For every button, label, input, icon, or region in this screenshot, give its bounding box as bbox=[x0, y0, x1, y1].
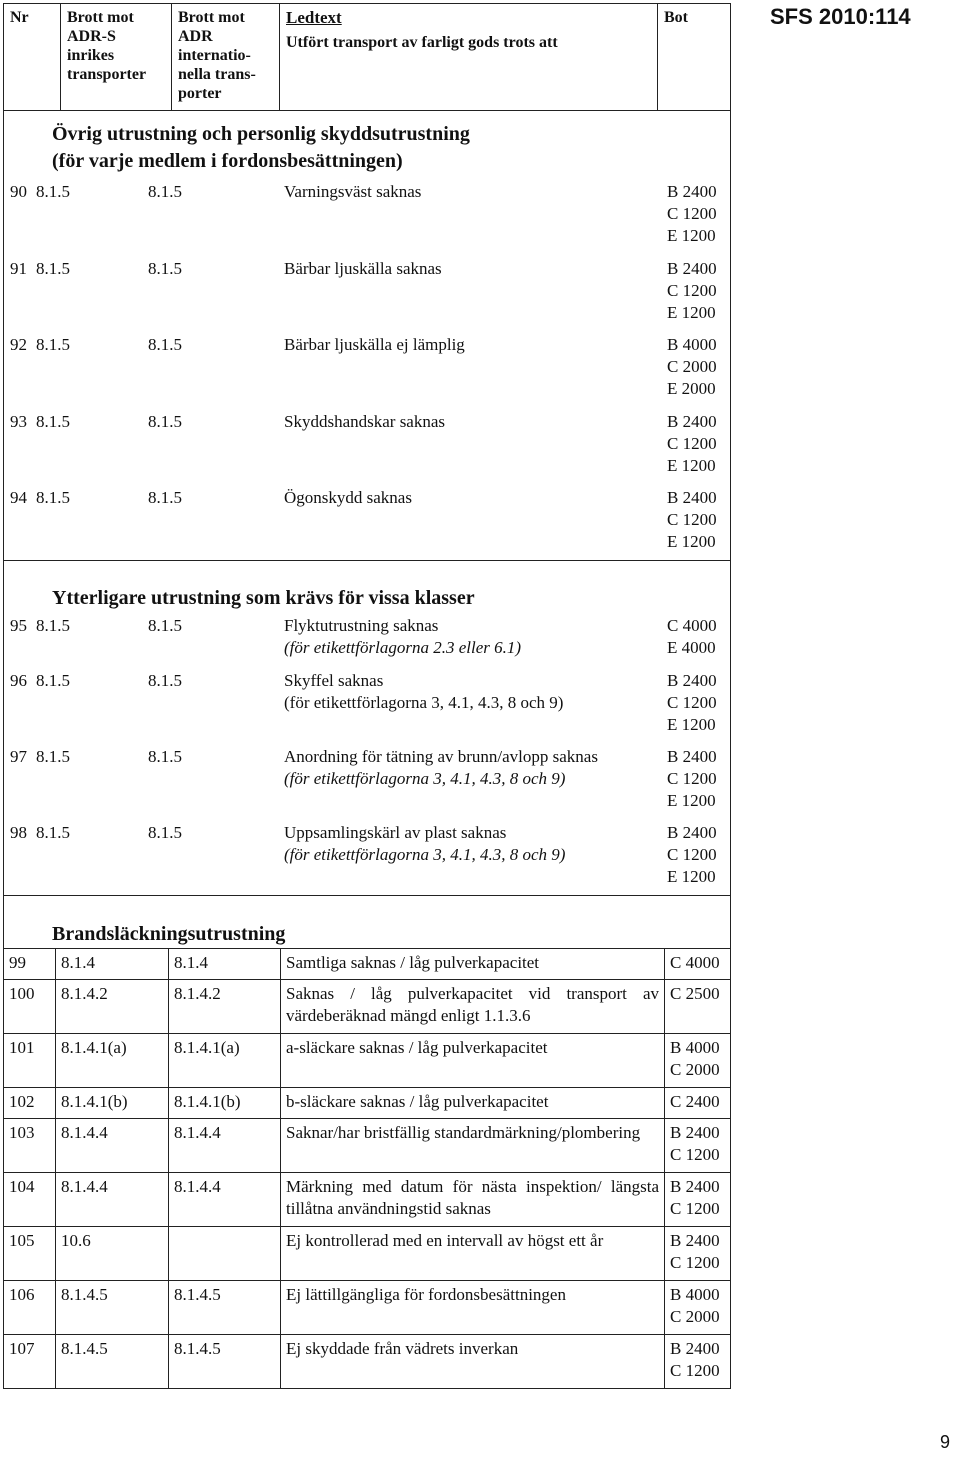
cell-ledtext: Samtliga saknas / låg pulverkapacitet bbox=[281, 949, 665, 980]
fine-value: E 1200 bbox=[667, 226, 716, 245]
fine-value: B 2400 bbox=[667, 671, 717, 690]
cell-nr: 106 bbox=[4, 1281, 56, 1335]
fine-value: C 1200 bbox=[670, 1361, 720, 1380]
row-note: (för etikettförlagorna 3, 4.1, 4.3, 8 och 9) bbox=[284, 693, 564, 712]
cell-ledtext: Saknar/har bristfällig standardmärkning/plombering bbox=[281, 1119, 665, 1173]
row-ledtext: Varningsväst saknas bbox=[284, 182, 422, 201]
fine-value: C 1200 bbox=[667, 769, 717, 788]
row-fines bbox=[667, 822, 717, 888]
row-note: (för etikettförlagorna 2.3 eller 6.1) bbox=[284, 638, 522, 657]
header-ledtext bbox=[280, 4, 658, 111]
fine-value: E 4000 bbox=[667, 638, 716, 657]
row-nr: 91 bbox=[10, 259, 27, 278]
ledtext-subtitle: Utfört transport av farligt gods trots att bbox=[286, 34, 558, 51]
row-adr-s: 8.1.5 bbox=[36, 182, 70, 201]
table-row bbox=[4, 1119, 731, 1173]
cell-adr-s: 8.1.4.4 bbox=[56, 1119, 169, 1173]
cell-ledtext: Ej kontrollerad med en intervall av högst ett år bbox=[281, 1227, 665, 1281]
fine-value: B 4000 bbox=[670, 1285, 720, 1304]
row-nr: 95 bbox=[10, 616, 27, 635]
cell-adr: 8.1.4.4 bbox=[169, 1173, 281, 1227]
row-adr: 8.1.5 bbox=[148, 488, 182, 507]
cell-ledtext: a-släckare saknas / låg pulverkapacitet bbox=[281, 1034, 665, 1088]
cell-adr: 8.1.4.1(b) bbox=[169, 1088, 281, 1119]
fine-value: C 1200 bbox=[667, 693, 717, 712]
row-adr-s: 8.1.5 bbox=[36, 747, 70, 766]
table-row bbox=[4, 1335, 731, 1389]
cell-nr: 101 bbox=[4, 1034, 56, 1088]
fine-value: B 2400 bbox=[667, 259, 717, 278]
fine-value: C 1200 bbox=[670, 1253, 720, 1272]
cell-adr: 8.1.4.5 bbox=[169, 1281, 281, 1335]
row-adr: 8.1.5 bbox=[148, 259, 182, 278]
fine-value: C 2000 bbox=[670, 1060, 720, 1079]
header-nr: Nr bbox=[4, 4, 61, 111]
cell-fines bbox=[665, 1088, 731, 1119]
cell-adr: 8.1.4.4 bbox=[169, 1119, 281, 1173]
fine-value: C 1200 bbox=[667, 510, 717, 529]
fine-value: C 1200 bbox=[667, 281, 717, 300]
table-header bbox=[3, 3, 731, 111]
row-adr: 8.1.5 bbox=[148, 182, 182, 201]
cell-adr-s: 8.1.4.1(b) bbox=[56, 1088, 169, 1119]
cell-nr: 102 bbox=[4, 1088, 56, 1119]
table-row bbox=[4, 1227, 731, 1281]
header-bot: Bot bbox=[658, 4, 731, 111]
cell-nr: 104 bbox=[4, 1173, 56, 1227]
table-row bbox=[4, 1173, 731, 1227]
row-adr: 8.1.5 bbox=[148, 747, 182, 766]
cell-nr: 99 bbox=[4, 949, 56, 980]
fine-value: C 1200 bbox=[667, 434, 717, 453]
fine-value: B 4000 bbox=[667, 335, 717, 354]
cell-nr: 103 bbox=[4, 1119, 56, 1173]
cell-adr bbox=[169, 1227, 281, 1281]
header-adr-s: Brott mot ADR-S inrikes transporter bbox=[61, 4, 172, 111]
cell-ledtext: b-släckare saknas / låg pulverkapacitet bbox=[281, 1088, 665, 1119]
row-fines bbox=[667, 334, 717, 400]
row-note: (för etikettförlagorna 3, 4.1, 4.3, 8 och 9) bbox=[284, 769, 566, 788]
row-fines bbox=[667, 181, 717, 247]
row-nr: 97 bbox=[10, 747, 27, 766]
fine-value: B 2400 bbox=[670, 1123, 720, 1142]
cell-adr-s: 8.1.4.5 bbox=[56, 1335, 169, 1389]
cell-fines bbox=[665, 1335, 731, 1389]
row-nr: 98 bbox=[10, 823, 27, 842]
row-ledtext: Flyktutrustning saknas bbox=[284, 616, 439, 635]
header-adr: Brott mot ADR internatio-nella trans-porter bbox=[172, 4, 280, 111]
cell-ledtext: Ej skyddade från vädrets inverkan bbox=[281, 1335, 665, 1389]
fine-value: B 2400 bbox=[670, 1231, 720, 1250]
section2-title: Ytterligare utrustning som krävs för vissa klasser bbox=[52, 587, 475, 609]
fine-value: E 1200 bbox=[667, 791, 716, 810]
row-nr: 92 bbox=[10, 335, 27, 354]
row-fines bbox=[667, 615, 717, 659]
cell-nr: 100 bbox=[4, 980, 56, 1034]
cell-fines bbox=[665, 1227, 731, 1281]
section1-title-line1: Övrig utrustning och personlig skyddsutrustning bbox=[52, 123, 470, 145]
fine-value: C 2000 bbox=[667, 357, 717, 376]
fine-value: E 1200 bbox=[667, 715, 716, 734]
cell-ledtext: Saknas / låg pulverkapacitet vid transport av värdeberäknad mängd enligt 1.1.3.6 bbox=[281, 980, 665, 1034]
table-row bbox=[4, 949, 731, 980]
cell-ledtext: Märkning med datum för nästa inspektion/ längsta tillåtna användningstid saknas bbox=[281, 1173, 665, 1227]
fine-value: B 2400 bbox=[667, 182, 717, 201]
row-nr: 93 bbox=[10, 412, 27, 431]
row-adr-s: 8.1.5 bbox=[36, 259, 70, 278]
cell-adr-s: 8.1.4.1(a) bbox=[56, 1034, 169, 1088]
cell-nr: 105 bbox=[4, 1227, 56, 1281]
cell-fines bbox=[665, 1173, 731, 1227]
fine-value: B 2400 bbox=[667, 747, 717, 766]
table-row bbox=[4, 1281, 731, 1335]
fine-value: E 2000 bbox=[667, 379, 716, 398]
table-row bbox=[4, 980, 731, 1034]
cell-adr-s: 8.1.4.4 bbox=[56, 1173, 169, 1227]
row-nr: 96 bbox=[10, 671, 27, 690]
fine-value: C 2000 bbox=[670, 1307, 720, 1326]
ledtext-label: Ledtext bbox=[286, 8, 342, 27]
fire-equipment-table bbox=[3, 948, 731, 1389]
row-adr-s: 8.1.5 bbox=[36, 412, 70, 431]
fine-value: E 1200 bbox=[667, 532, 716, 551]
fine-value: B 4000 bbox=[670, 1038, 720, 1057]
cell-adr: 8.1.4.5 bbox=[169, 1335, 281, 1389]
row-adr: 8.1.5 bbox=[148, 671, 182, 690]
cell-fines bbox=[665, 1119, 731, 1173]
cell-fines bbox=[665, 1281, 731, 1335]
fine-value: B 2400 bbox=[667, 412, 717, 431]
fine-value: C 2500 bbox=[670, 984, 720, 1003]
fine-value: C 1200 bbox=[667, 845, 717, 864]
cell-adr-s: 8.1.4.2 bbox=[56, 980, 169, 1034]
fine-value: C 4000 bbox=[667, 616, 717, 635]
table-row bbox=[4, 1088, 731, 1119]
row-nr: 90 bbox=[10, 182, 27, 201]
fine-value: C 2400 bbox=[670, 1092, 720, 1111]
fine-value: C 1200 bbox=[667, 204, 717, 223]
row-adr-s: 8.1.5 bbox=[36, 488, 70, 507]
row-ledtext: Anordning för tätning av brunn/avlopp saknas bbox=[284, 747, 598, 766]
cell-fines bbox=[665, 1034, 731, 1088]
row-adr: 8.1.5 bbox=[148, 412, 182, 431]
fine-value: C 1200 bbox=[670, 1199, 720, 1218]
document-id: SFS 2010:114 bbox=[770, 4, 911, 29]
row-adr-s: 8.1.5 bbox=[36, 616, 70, 635]
row-adr: 8.1.5 bbox=[148, 823, 182, 842]
cell-fines bbox=[665, 949, 731, 980]
fine-value: B 2400 bbox=[670, 1339, 720, 1358]
fine-value: E 1200 bbox=[667, 456, 716, 475]
row-fines bbox=[667, 746, 717, 812]
fine-value: C 4000 bbox=[670, 953, 720, 972]
row-ledtext: Bärbar ljuskälla ej lämplig bbox=[284, 335, 465, 354]
table-row bbox=[4, 1034, 731, 1088]
row-adr: 8.1.5 bbox=[148, 335, 182, 354]
page-number: 9 bbox=[940, 1432, 951, 1452]
row-adr-s: 8.1.5 bbox=[36, 335, 70, 354]
row-ledtext: Skyddshandskar saknas bbox=[284, 412, 446, 431]
row-adr-s: 8.1.5 bbox=[36, 823, 70, 842]
fine-value: C 1200 bbox=[670, 1145, 720, 1164]
row-fines bbox=[667, 670, 717, 736]
row-adr-s: 8.1.5 bbox=[36, 671, 70, 690]
fine-value: B 2400 bbox=[667, 488, 717, 507]
row-note: (för etikettförlagorna 3, 4.1, 4.3, 8 och 9) bbox=[284, 845, 566, 864]
cell-adr: 8.1.4.1(a) bbox=[169, 1034, 281, 1088]
cell-nr: 107 bbox=[4, 1335, 56, 1389]
row-fines bbox=[667, 258, 717, 324]
cell-fines bbox=[665, 980, 731, 1034]
fine-value: B 2400 bbox=[667, 823, 717, 842]
row-ledtext: Bärbar ljuskälla saknas bbox=[284, 259, 442, 278]
section3-title: Brandsläckningsutrustning bbox=[52, 923, 286, 945]
cell-adr-s: 10.6 bbox=[56, 1227, 169, 1281]
fine-value: E 1200 bbox=[667, 867, 716, 886]
row-adr: 8.1.5 bbox=[148, 616, 182, 635]
row-fines bbox=[667, 487, 717, 553]
row-fines bbox=[667, 411, 717, 477]
fine-value: E 1200 bbox=[667, 303, 716, 322]
cell-adr-s: 8.1.4.5 bbox=[56, 1281, 169, 1335]
section1-title-line2: (för varje medlem i fordonsbesättningen) bbox=[52, 150, 403, 172]
fine-value: B 2400 bbox=[670, 1177, 720, 1196]
cell-ledtext: Ej lättillgängliga för fordonsbesättningen bbox=[281, 1281, 665, 1335]
row-ledtext: Uppsamlingskärl av plast saknas bbox=[284, 823, 507, 842]
row-ledtext: Skyffel saknas bbox=[284, 671, 384, 690]
cell-adr-s: 8.1.4 bbox=[56, 949, 169, 980]
row-ledtext: Ögonskydd saknas bbox=[284, 488, 412, 507]
cell-adr: 8.1.4.2 bbox=[169, 980, 281, 1034]
cell-adr: 8.1.4 bbox=[169, 949, 281, 980]
row-nr: 94 bbox=[10, 488, 27, 507]
